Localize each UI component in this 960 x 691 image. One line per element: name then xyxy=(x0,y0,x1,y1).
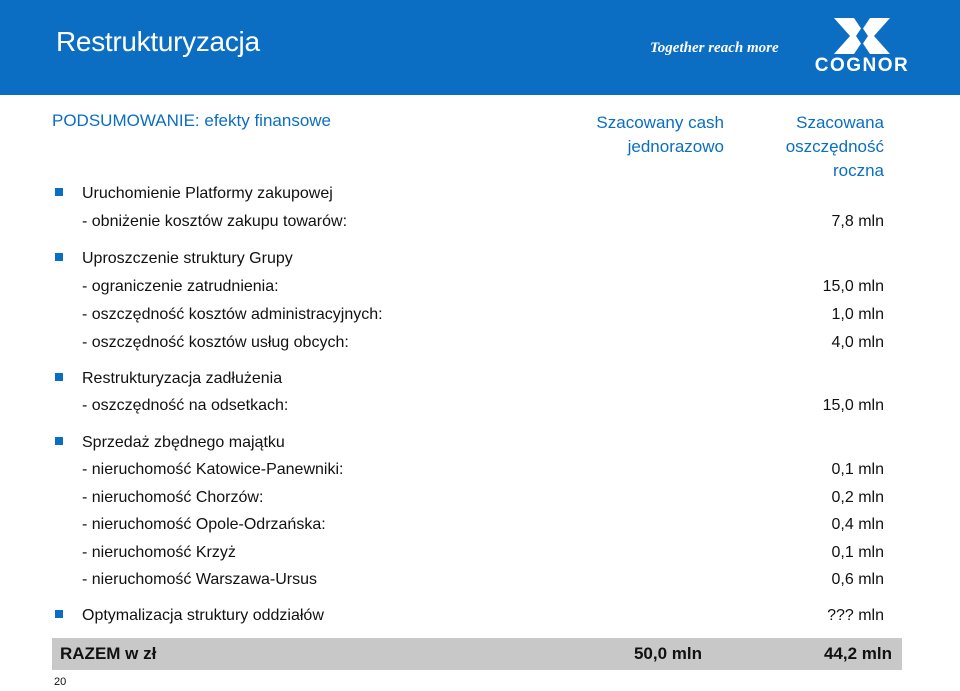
column-header-saving xyxy=(786,111,884,183)
group-row xyxy=(0,181,960,209)
item-label: - obniżenie kosztów zakupu towarów: xyxy=(82,213,348,230)
group-title: Sprzedaż zbędnego majątku xyxy=(82,434,285,451)
item-row xyxy=(0,330,960,358)
column-header-saving-line: roczna xyxy=(832,161,884,180)
item-row xyxy=(0,540,960,568)
logo-text: COGNOR xyxy=(814,55,910,76)
item-row xyxy=(0,512,960,540)
square-bullet-icon xyxy=(55,188,63,196)
page-number: 20 xyxy=(54,676,67,688)
item-label: - ograniczenie zatrudnienia: xyxy=(82,278,279,295)
item-row xyxy=(0,302,960,330)
group-row xyxy=(0,603,960,631)
page-title: Restrukturyzacja xyxy=(56,26,260,57)
item-value: ??? mln xyxy=(827,607,884,624)
column-header-saving-line: Szacowana xyxy=(796,113,884,132)
group-row xyxy=(0,246,960,274)
item-value: 0,1 mln xyxy=(831,544,884,561)
header-bar xyxy=(0,0,960,95)
summary-heading: PODSUMOWANIE: efekty finansowe xyxy=(52,111,332,130)
item-label: - oszczędność na odsetkach: xyxy=(82,397,289,414)
item-value: 4,0 mln xyxy=(831,334,884,351)
group-title: Restrukturyzacja zadłużenia xyxy=(82,370,283,387)
item-row xyxy=(0,457,960,485)
item-value: 15,0 mln xyxy=(822,397,884,414)
square-bullet-icon xyxy=(55,373,63,381)
square-bullet-icon xyxy=(55,610,63,618)
item-value: 0,6 mln xyxy=(831,571,884,588)
total-row xyxy=(52,638,902,670)
item-label: - nieruchomość Katowice-Panewniki: xyxy=(82,461,344,478)
column-header-cash-line: jednorazowo xyxy=(627,137,724,156)
cognor-x-icon xyxy=(812,16,912,56)
item-value: 1,0 mln xyxy=(831,306,884,323)
item-row xyxy=(0,393,960,421)
item-row xyxy=(0,567,960,595)
item-label: - oszczędność kosztów usług obcych: xyxy=(82,334,349,351)
cognor-logo xyxy=(812,16,912,82)
group-row xyxy=(0,366,960,394)
item-value: 15,0 mln xyxy=(822,278,884,295)
group-title: Uruchomienie Platformy zakupowej xyxy=(82,185,333,202)
item-label: - nieruchomość Opole-Odrzańska: xyxy=(82,516,326,533)
item-label: - oszczędność kosztów administracyjnych: xyxy=(82,306,383,323)
group-title: Uproszczenie struktury Grupy xyxy=(82,250,293,267)
item-row xyxy=(0,209,960,237)
column-header-saving-line: oszczędność xyxy=(785,137,884,156)
item-label: - nieruchomość Krzyż xyxy=(82,544,236,561)
group-row xyxy=(0,430,960,458)
column-header-cash-line: Szacowany cash xyxy=(596,113,724,132)
square-bullet-icon xyxy=(55,437,63,445)
item-label: - nieruchomość Warszawa-Ursus xyxy=(82,571,318,588)
item-value: 0,1 mln xyxy=(831,461,884,478)
item-value: 0,4 mln xyxy=(831,516,884,533)
total-saving: 44,2 mln xyxy=(823,644,892,663)
total-cash: 50,0 mln xyxy=(633,644,702,663)
item-row xyxy=(0,485,960,513)
tagline: Together reach more xyxy=(650,40,779,56)
item-label: - nieruchomość Chorzów: xyxy=(82,489,264,506)
column-header-cash xyxy=(596,111,724,159)
square-bullet-icon xyxy=(55,253,63,261)
group-title: Optymalizacja struktury oddziałów xyxy=(82,607,324,624)
item-value: 7,8 mln xyxy=(831,213,884,230)
item-value: 0,2 mln xyxy=(831,489,884,506)
total-label: RAZEM w zł xyxy=(60,644,157,663)
item-row xyxy=(0,274,960,302)
